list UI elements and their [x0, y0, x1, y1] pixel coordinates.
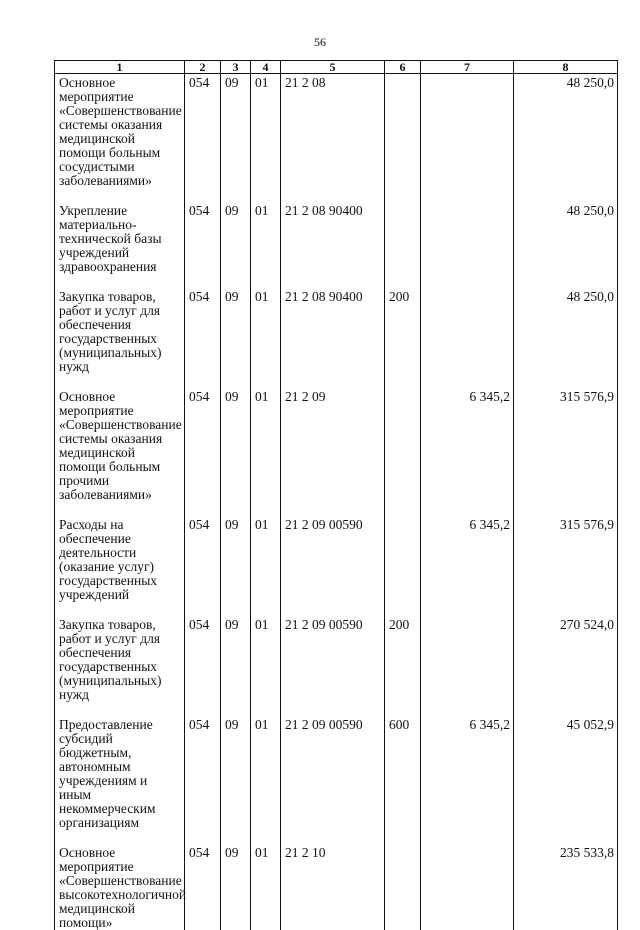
row-target-code: 21 2 09 — [281, 388, 385, 516]
row-expense-type — [385, 844, 421, 930]
row-subsection-code: 01 — [251, 288, 281, 388]
row-amount-col7: 6 345,2 — [421, 516, 514, 616]
header-col-8: 8 — [514, 61, 618, 74]
table-row — [55, 716, 618, 844]
row-target-code: 21 2 09 00590 — [281, 616, 385, 716]
row-ministry-code: 054 — [185, 288, 221, 388]
row-section-code: 09 — [221, 288, 251, 388]
row-ministry-code: 054 — [185, 716, 221, 844]
header-col-3: 3 — [221, 61, 251, 74]
row-subsection-code: 01 — [251, 516, 281, 616]
row-amount-col7 — [421, 844, 514, 930]
row-target-code: 21 2 10 — [281, 844, 385, 930]
budget-table — [54, 60, 618, 930]
row-amount-col7: 6 345,2 — [421, 388, 514, 516]
page-number: 56 — [314, 35, 326, 49]
row-name: Закупка товаров, работ и услуг для обеспечения государственных (муниципальных) нужд — [55, 616, 185, 716]
row-expense-type — [385, 74, 421, 203]
row-name: Закупка товаров, работ и услуг для обеспечения государственных (муниципальных) нужд — [55, 288, 185, 388]
row-section-code: 09 — [221, 844, 251, 930]
table-row — [55, 74, 618, 203]
table-header-row — [55, 61, 618, 74]
header-col-1: 1 — [55, 61, 185, 74]
row-section-code: 09 — [221, 74, 251, 203]
row-amount-col7 — [421, 616, 514, 716]
header-col-5: 5 — [281, 61, 385, 74]
table-row — [55, 516, 618, 616]
row-expense-type — [385, 202, 421, 288]
row-subsection-code: 01 — [251, 716, 281, 844]
row-target-code: 21 2 09 00590 — [281, 716, 385, 844]
table-row — [55, 288, 618, 388]
row-expense-type: 200 — [385, 616, 421, 716]
header-col-4: 4 — [251, 61, 281, 74]
row-section-code: 09 — [221, 516, 251, 616]
row-subsection-code: 01 — [251, 844, 281, 930]
row-target-code: 21 2 08 — [281, 74, 385, 203]
row-subsection-code: 01 — [251, 74, 281, 203]
row-ministry-code: 054 — [185, 516, 221, 616]
row-amount-col8: 315 576,9 — [514, 388, 618, 516]
row-amount-col8: 48 250,0 — [514, 288, 618, 388]
row-name: Расходы на обеспечение деятельности (оказание услуг) государственных учреждений — [55, 516, 185, 616]
row-expense-type: 200 — [385, 288, 421, 388]
row-ministry-code: 054 — [185, 202, 221, 288]
row-amount-col8: 270 524,0 — [514, 616, 618, 716]
row-amount-col8: 48 250,0 — [514, 74, 618, 203]
row-amount-col7 — [421, 74, 514, 203]
row-ministry-code: 054 — [185, 616, 221, 716]
row-name: Укрепление материально-технической базы учреждений здравоохранения — [55, 202, 185, 288]
row-ministry-code: 054 — [185, 74, 221, 203]
row-target-code: 21 2 08 90400 — [281, 288, 385, 388]
row-ministry-code: 054 — [185, 388, 221, 516]
row-expense-type — [385, 516, 421, 616]
row-amount-col8: 48 250,0 — [514, 202, 618, 288]
row-amount-col8: 235 533,8 — [514, 844, 618, 930]
row-expense-type — [385, 388, 421, 516]
row-expense-type: 600 — [385, 716, 421, 844]
row-name: Основное мероприятие «Совершенствование высокотехнологичной медицинской помощи» — [55, 844, 185, 930]
row-target-code: 21 2 08 90400 — [281, 202, 385, 288]
header-col-6: 6 — [385, 61, 421, 74]
row-section-code: 09 — [221, 388, 251, 516]
table-row — [55, 616, 618, 716]
table-row — [55, 388, 618, 516]
row-name: Предоставление субсидий бюджетным, автономным учреждениям и иным некоммерческим организациям — [55, 716, 185, 844]
row-target-code: 21 2 09 00590 — [281, 516, 385, 616]
row-subsection-code: 01 — [251, 616, 281, 716]
header-col-2: 2 — [185, 61, 221, 74]
row-section-code: 09 — [221, 202, 251, 288]
table-row — [55, 844, 618, 930]
row-section-code: 09 — [221, 616, 251, 716]
header-col-7: 7 — [421, 61, 514, 74]
row-subsection-code: 01 — [251, 388, 281, 516]
row-name: Основное мероприятие «Совершенствование системы оказания медицинской помощи больным сосудистыми заболеваниями» — [55, 74, 185, 203]
table-row — [55, 202, 618, 288]
row-amount-col7: 6 345,2 — [421, 716, 514, 844]
row-amount-col7 — [421, 202, 514, 288]
row-amount-col7 — [421, 288, 514, 388]
row-amount-col8: 45 052,9 — [514, 716, 618, 844]
row-section-code: 09 — [221, 716, 251, 844]
row-ministry-code: 054 — [185, 844, 221, 930]
row-name: Основное мероприятие «Совершенствование системы оказания медицинской помощи больным прочими заболеваниями» — [55, 388, 185, 516]
row-amount-col8: 315 576,9 — [514, 516, 618, 616]
row-subsection-code: 01 — [251, 202, 281, 288]
